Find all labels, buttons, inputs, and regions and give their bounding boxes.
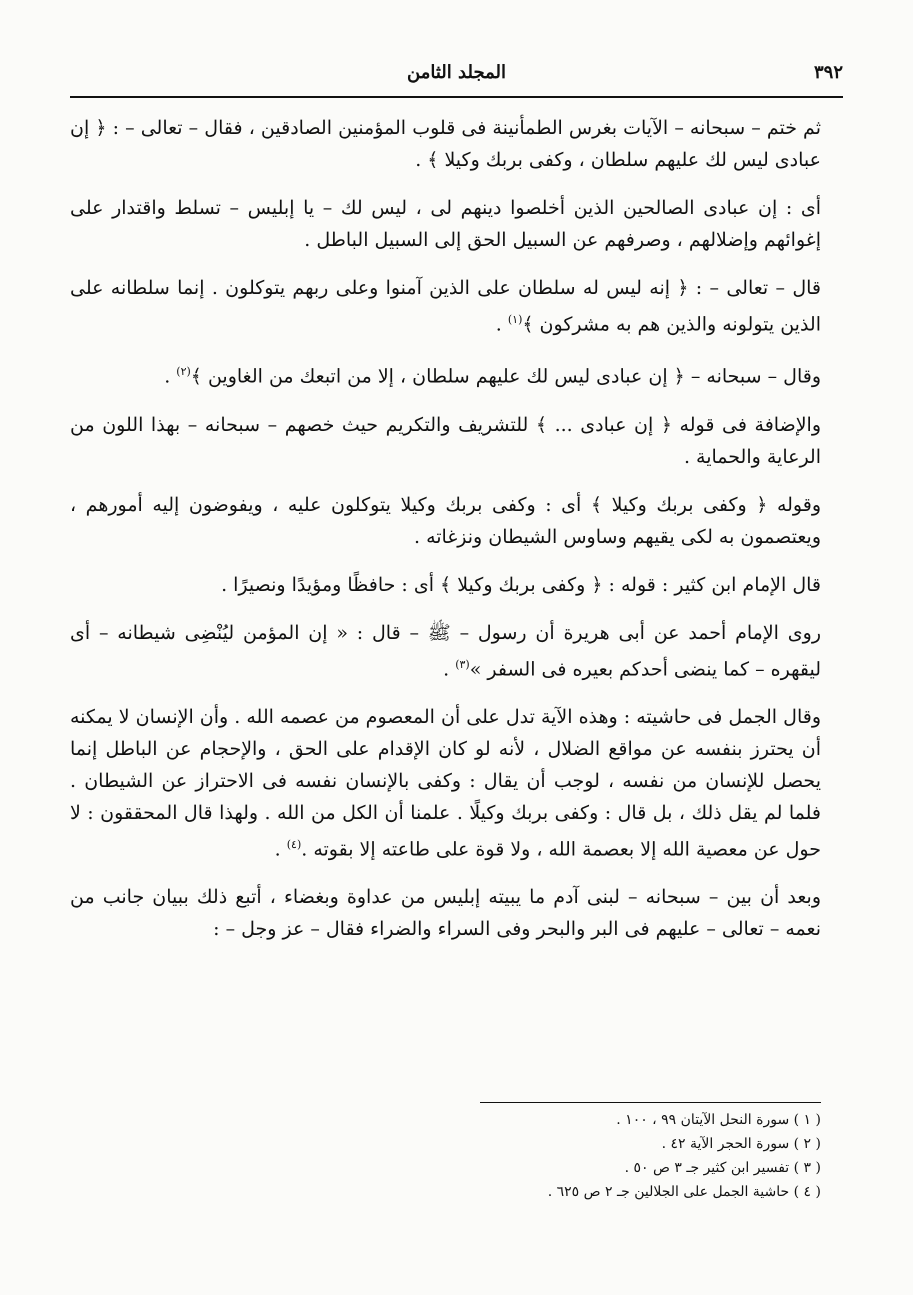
paragraph-text: روى الإمام أحمد عن أبى هريرة أن رسول – ﷺ – قال : « إن المؤمن ليُنْضِى شيطانه – أى ليقهره – كما ينضى أحدكم بعيره فى السفر » [70,621,821,680]
footnote-ref-4: (٤) [286,837,302,851]
paragraph-end: . [443,657,456,680]
footnote-ref-3: (٣) [455,657,470,671]
paragraph-4 [70,356,821,392]
paragraph-text: وقال الجمل فى حاشيته : وهذه الآية تدل على أن المعصوم من عصمه الله . وأن الإنسان لا يمكنه أن يحترز بنفسه عن مواقع الضلال ، لأنه لو كان الإقدام على الحق ، والإحجام عن الباطل إنما يحصل للإنسان من نفسه ، لوجب أن يقال : وكفى بالإنسان نفسه فى الاحتراز عن الشيطان . فلما لم يقل ذلك ، بل قال : وكفى بربك وكيلًا . علمنا أن الكل من الله . ولهذا قال المحققون : لا حول عن معصية الله إلا بعصمة الله ، ولا قوة على طاعته إلا بقوته . [70,705,821,861]
paragraph-5 [70,409,821,473]
paragraph-2 [70,192,821,256]
paragraph-9 [70,701,821,865]
paragraph-1 [70,112,821,176]
footnote-4: ( ٤ ) حاشية الجمل على الجلالين جـ ٢ ص ٦٢٥ . [547,1184,821,1200]
running-title: المجلد الثامن [407,62,506,83]
paragraph-text: قال الإمام ابن كثير : قوله : ﴿ وكفى بربك وكيلا ﴾ أى : حافظًا ومؤيدًا ونصيرًا . [221,573,821,596]
body-text [70,112,821,961]
paragraph-text: وقال – سبحانه – ﴿ إن عبادى ليس لك عليهم سلطان ، إلا من اتبعك من الغاوين ﴾ [190,365,821,388]
footnote-ref-1: (١) [507,313,523,326]
footnote-3: ( ٣ ) تفسير ابن كثير جـ ٣ ص ٥٠ . [624,1160,821,1176]
paragraph-3 [70,272,821,340]
paragraph-end: . [495,313,508,336]
footnotes [380,1108,821,1204]
page-header [70,58,843,92]
paragraph-text: والإضافة فى قوله ﴿ إن عبادى ... ﴾ للتشريف والتكريم حيث خصهم – سبحانه – بهذا اللون من الرعاية والحماية . [70,413,821,468]
footnote-1: ( ١ ) سورة النحل الآيتان ٩٩ ، ١٠٠ . [616,1112,821,1128]
paragraph-text: ثم ختم – سبحانه – الآيات بغرس الطمأنينة فى قلوب المؤمنين الصادقين ، فقال – تعالى – : ﴿ إن عبادى ليس لك عليهم سلطان ، وكفى بربك وكيلا ﴾ . [70,117,821,171]
paragraph-text: وبعد أن بين – سبحانه – لبنى آدم ما يبيته إبليس من عداوة وبغضاء ، أتبع ذلك ببيان جانب من نعمه – تعالى – عليهم فى البر والبحر وفى السراء والضراء فقال – عز وجل – : [70,886,821,941]
paragraph-text: وقوله ﴿ وكفى بربك وكيلا ﴾ أى : وكفى بربك وكيلا يتوكلون عليه ، ويفوضون إليه أمورهم ، ويعتصمون به لكى يقيهم وساوس الشيطان ونزغاته . [70,493,821,548]
paragraph-text: أى : إن عبادى الصالحين الذين أخلصوا دينهم لى ، ليس لك – يا إبليس – تسلط واقتدار على إغوائهم وإضلالهم ، وصرفهم عن السبيل الحق إلى السبيل الباطل . [70,197,821,251]
footnote-rule [480,1102,821,1103]
footnote-2: ( ٢ ) سورة الحجر الآية ٤٢ . [661,1136,821,1152]
paragraph-6 [70,489,821,553]
footnote-ref-2: (٢) [176,365,191,379]
page-number: ٣٩٢ [813,62,843,83]
paragraph-7 [70,569,821,601]
paragraph-10 [70,881,821,945]
paragraph-8 [70,617,821,685]
header-rule [70,96,843,98]
paragraph-text: قال – تعالى – : ﴿ إنه ليس له سلطان على الذين آمنوا وعلى ربهم يتوكلون . إنما سلطانه على الذين يتولونه والذين هم به مشركون ﴾ [70,277,821,336]
paragraph-end: . [274,838,287,861]
paragraph-end: . [164,365,177,388]
